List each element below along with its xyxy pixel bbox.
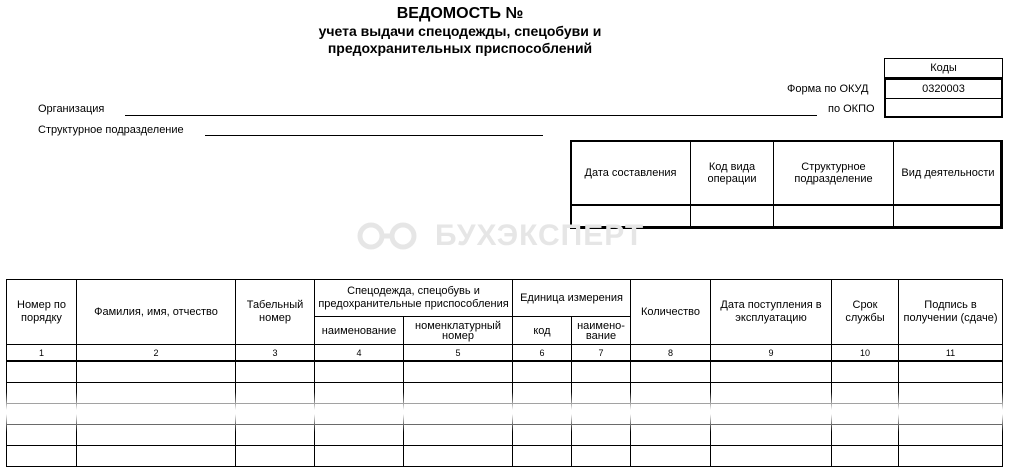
col-header-personnel-number: Табельный номер: [236, 280, 315, 345]
meta-separator: [570, 204, 1002, 206]
col-number: 9: [711, 345, 832, 362]
table-cell[interactable]: [404, 361, 513, 383]
col-header-service-life: Срок службы: [832, 280, 899, 345]
table-cell[interactable]: [77, 361, 236, 383]
okpo-code-field[interactable]: [884, 98, 1003, 118]
table-cell[interactable]: [572, 446, 631, 467]
col-number: 4: [315, 345, 404, 362]
okud-code-field[interactable]: 0320003: [884, 78, 1003, 99]
col-header-unit-name: наимено-вание: [572, 317, 631, 345]
col-number: 3: [236, 345, 315, 362]
table-cell[interactable]: [236, 446, 315, 467]
table-cell[interactable]: [315, 361, 404, 383]
table-cell[interactable]: [513, 446, 572, 467]
col-number: 11: [899, 345, 1003, 362]
col-header-item-number: номенклатурный номер: [404, 317, 513, 345]
col-number: 7: [572, 345, 631, 362]
page-break-fade: [0, 392, 1009, 432]
col-number: 6: [513, 345, 572, 362]
table-cell[interactable]: [899, 361, 1003, 383]
document-meta-table: [570, 140, 1002, 228]
codes-header: Коды: [884, 58, 1003, 78]
table-cell[interactable]: [513, 361, 572, 383]
bukhexpert-logo-icon: [355, 221, 425, 251]
col-header-unit-code: код: [513, 317, 572, 345]
meta-header-date: Дата составления: [571, 141, 691, 205]
col-number: 5: [404, 345, 513, 362]
structural-unit-input-line[interactable]: [205, 135, 543, 136]
table-cell[interactable]: [832, 446, 899, 467]
form-title: ВЕДОМОСТЬ №: [396, 5, 524, 22]
col-header-start-date: Дата поступления в эксплуатацию: [711, 280, 832, 345]
col-group-workwear: Спецодежда, спецобувь и предохранительные приспособления: [315, 280, 513, 317]
meta-header-activity: Вид деятельности: [894, 141, 1003, 205]
col-number: 2: [77, 345, 236, 362]
meta-header-operation-code: Код вида операции: [691, 141, 774, 205]
table-cell[interactable]: [631, 361, 711, 383]
table-cell[interactable]: [832, 361, 899, 383]
organization-input-line[interactable]: [125, 115, 817, 116]
col-header-quantity: Количество: [631, 280, 711, 345]
structural-unit-label: Структурное подразделение: [38, 124, 184, 136]
meta-value-operation-code[interactable]: [691, 205, 774, 229]
col-header-row-number: Номер по порядку: [7, 280, 77, 345]
okpo-label: по ОКПО: [828, 103, 875, 115]
issue-register-table: [6, 279, 1002, 467]
table-cell[interactable]: [631, 446, 711, 467]
col-number: 1: [7, 345, 77, 362]
watermark-text: БУХЭКСПЕРТ: [435, 219, 645, 252]
table-cell[interactable]: [711, 446, 832, 467]
table-row: [7, 446, 1003, 467]
table-cell[interactable]: [711, 361, 832, 383]
table-cell[interactable]: [77, 446, 236, 467]
meta-value-activity[interactable]: [894, 205, 1003, 229]
meta-header-structural-unit: Структурное подразделение: [774, 141, 894, 205]
col-header-signature: Подпись в получении (сдаче): [899, 280, 1003, 345]
col-group-unit-of-measure: Единица измерения: [513, 280, 631, 317]
table-cell[interactable]: [7, 446, 77, 467]
organization-label: Организация: [38, 103, 105, 115]
col-header-item-name: наименование: [315, 317, 404, 345]
table-cell[interactable]: [236, 361, 315, 383]
table-cell[interactable]: [315, 446, 404, 467]
form-subtitle-line2: предохранительных приспособлений: [327, 40, 593, 56]
table-cell[interactable]: [572, 361, 631, 383]
table-cell[interactable]: [404, 446, 513, 467]
watermark: [355, 218, 655, 254]
table-cell[interactable]: [7, 361, 77, 383]
form-subtitle-line1: учета выдачи спецодежды, спецобуви и: [318, 23, 602, 39]
col-header-full-name: Фамилия, имя, отчество: [77, 280, 236, 345]
table-cell[interactable]: [899, 446, 1003, 467]
meta-value-structural-unit[interactable]: [774, 205, 894, 229]
table-row: [7, 361, 1003, 383]
col-number: 8: [631, 345, 711, 362]
okud-label: Форма по ОКУД: [787, 83, 869, 95]
col-number: 10: [832, 345, 899, 362]
